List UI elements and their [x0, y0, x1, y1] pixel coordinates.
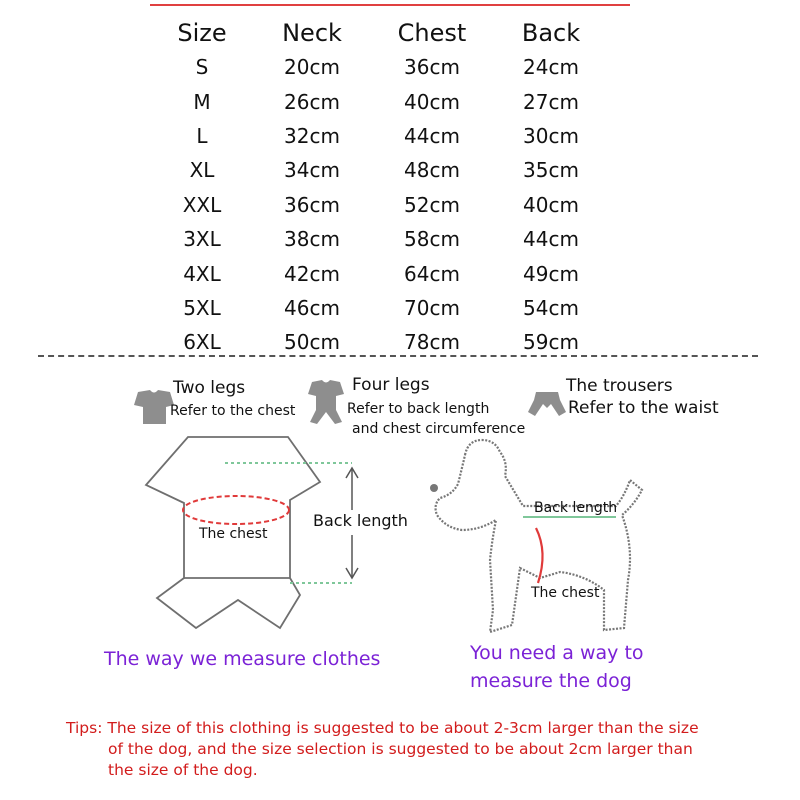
header-back: Back: [521, 19, 581, 47]
cell-back: 35cm: [523, 158, 579, 183]
cell-chest: 58cm: [404, 227, 460, 252]
four-legs-desc-1: Refer to back length: [347, 401, 490, 417]
two-legs-title: Two legs: [173, 378, 246, 398]
cell-back: 27cm: [523, 89, 579, 114]
cell-size: XXL: [182, 192, 222, 217]
cell-chest: 64cm: [404, 261, 460, 286]
cell-neck: 34cm: [284, 158, 340, 183]
cell-chest: 44cm: [404, 123, 460, 148]
clothes-chest-line: [183, 496, 289, 524]
two-legs-shirt-icon: [134, 390, 174, 424]
clothes-caption: The way we measure clothes: [104, 648, 381, 670]
tips-line-3: the size of the dog.: [108, 761, 258, 779]
cell-back: 49cm: [523, 261, 579, 286]
dog-back-label: Back length: [534, 500, 618, 516]
dog-chest-line: [536, 528, 543, 583]
cell-size: XL: [189, 158, 215, 183]
dog-caption-line-2: measure the dog: [470, 670, 632, 692]
cell-back: 40cm: [523, 192, 579, 217]
cell-neck: 46cm: [284, 295, 340, 320]
cell-neck: 20cm: [284, 55, 340, 80]
cell-chest: 36cm: [404, 55, 460, 80]
cell-size: L: [196, 123, 208, 148]
two-legs-desc: Refer to the chest: [170, 403, 296, 419]
tips-note: [66, 718, 746, 781]
cell-back: 30cm: [523, 123, 579, 148]
dog-chest-label: The chest: [531, 585, 600, 601]
cell-size: 4XL: [183, 261, 221, 286]
cell-back: 54cm: [523, 295, 579, 320]
tips-line-1: Tips: The size of this clothing is suggested to be about 2-3cm larger than the size: [66, 719, 699, 737]
cell-chest: 70cm: [404, 295, 460, 320]
clothes-back-label: Back length: [313, 511, 408, 530]
cell-neck: 36cm: [284, 192, 340, 217]
trousers-desc: Refer to the waist: [568, 398, 719, 418]
dog-caption-line-1: You need a way to: [470, 642, 644, 664]
cell-back: 24cm: [523, 55, 579, 80]
cell-neck: 32cm: [284, 123, 340, 148]
dog-nose: [430, 484, 438, 492]
cell-size: 5XL: [183, 295, 221, 320]
header-chest: Chest: [397, 19, 467, 47]
cell-neck: 26cm: [284, 89, 340, 114]
cell-back: 44cm: [523, 227, 579, 252]
four-legs-title: Four legs: [352, 375, 430, 395]
tips-line-2: of the dog, and the size selection is suggested to be about 2cm larger than: [108, 740, 693, 758]
cell-size: 3XL: [183, 227, 221, 252]
cell-neck: 38cm: [284, 227, 340, 252]
cell-back: 59cm: [523, 330, 579, 355]
cell-neck: 42cm: [284, 261, 340, 286]
header-size: Size: [177, 19, 227, 47]
cell-chest: 78cm: [404, 330, 460, 355]
four-legs-suit-icon: [308, 380, 344, 424]
cell-chest: 48cm: [404, 158, 460, 183]
trousers-title: The trousers: [566, 376, 673, 396]
trousers-icon: [528, 392, 566, 416]
clothes-chest-label: The chest: [199, 526, 268, 542]
cell-chest: 52cm: [404, 192, 460, 217]
four-legs-desc-2: and chest circumference: [352, 421, 526, 437]
cell-chest: 40cm: [404, 89, 460, 114]
cell-size: S: [195, 55, 209, 80]
cell-size: 6XL: [183, 330, 221, 355]
cell-size: M: [193, 89, 211, 114]
header-neck: Neck: [282, 19, 342, 47]
cell-neck: 50cm: [284, 330, 340, 355]
